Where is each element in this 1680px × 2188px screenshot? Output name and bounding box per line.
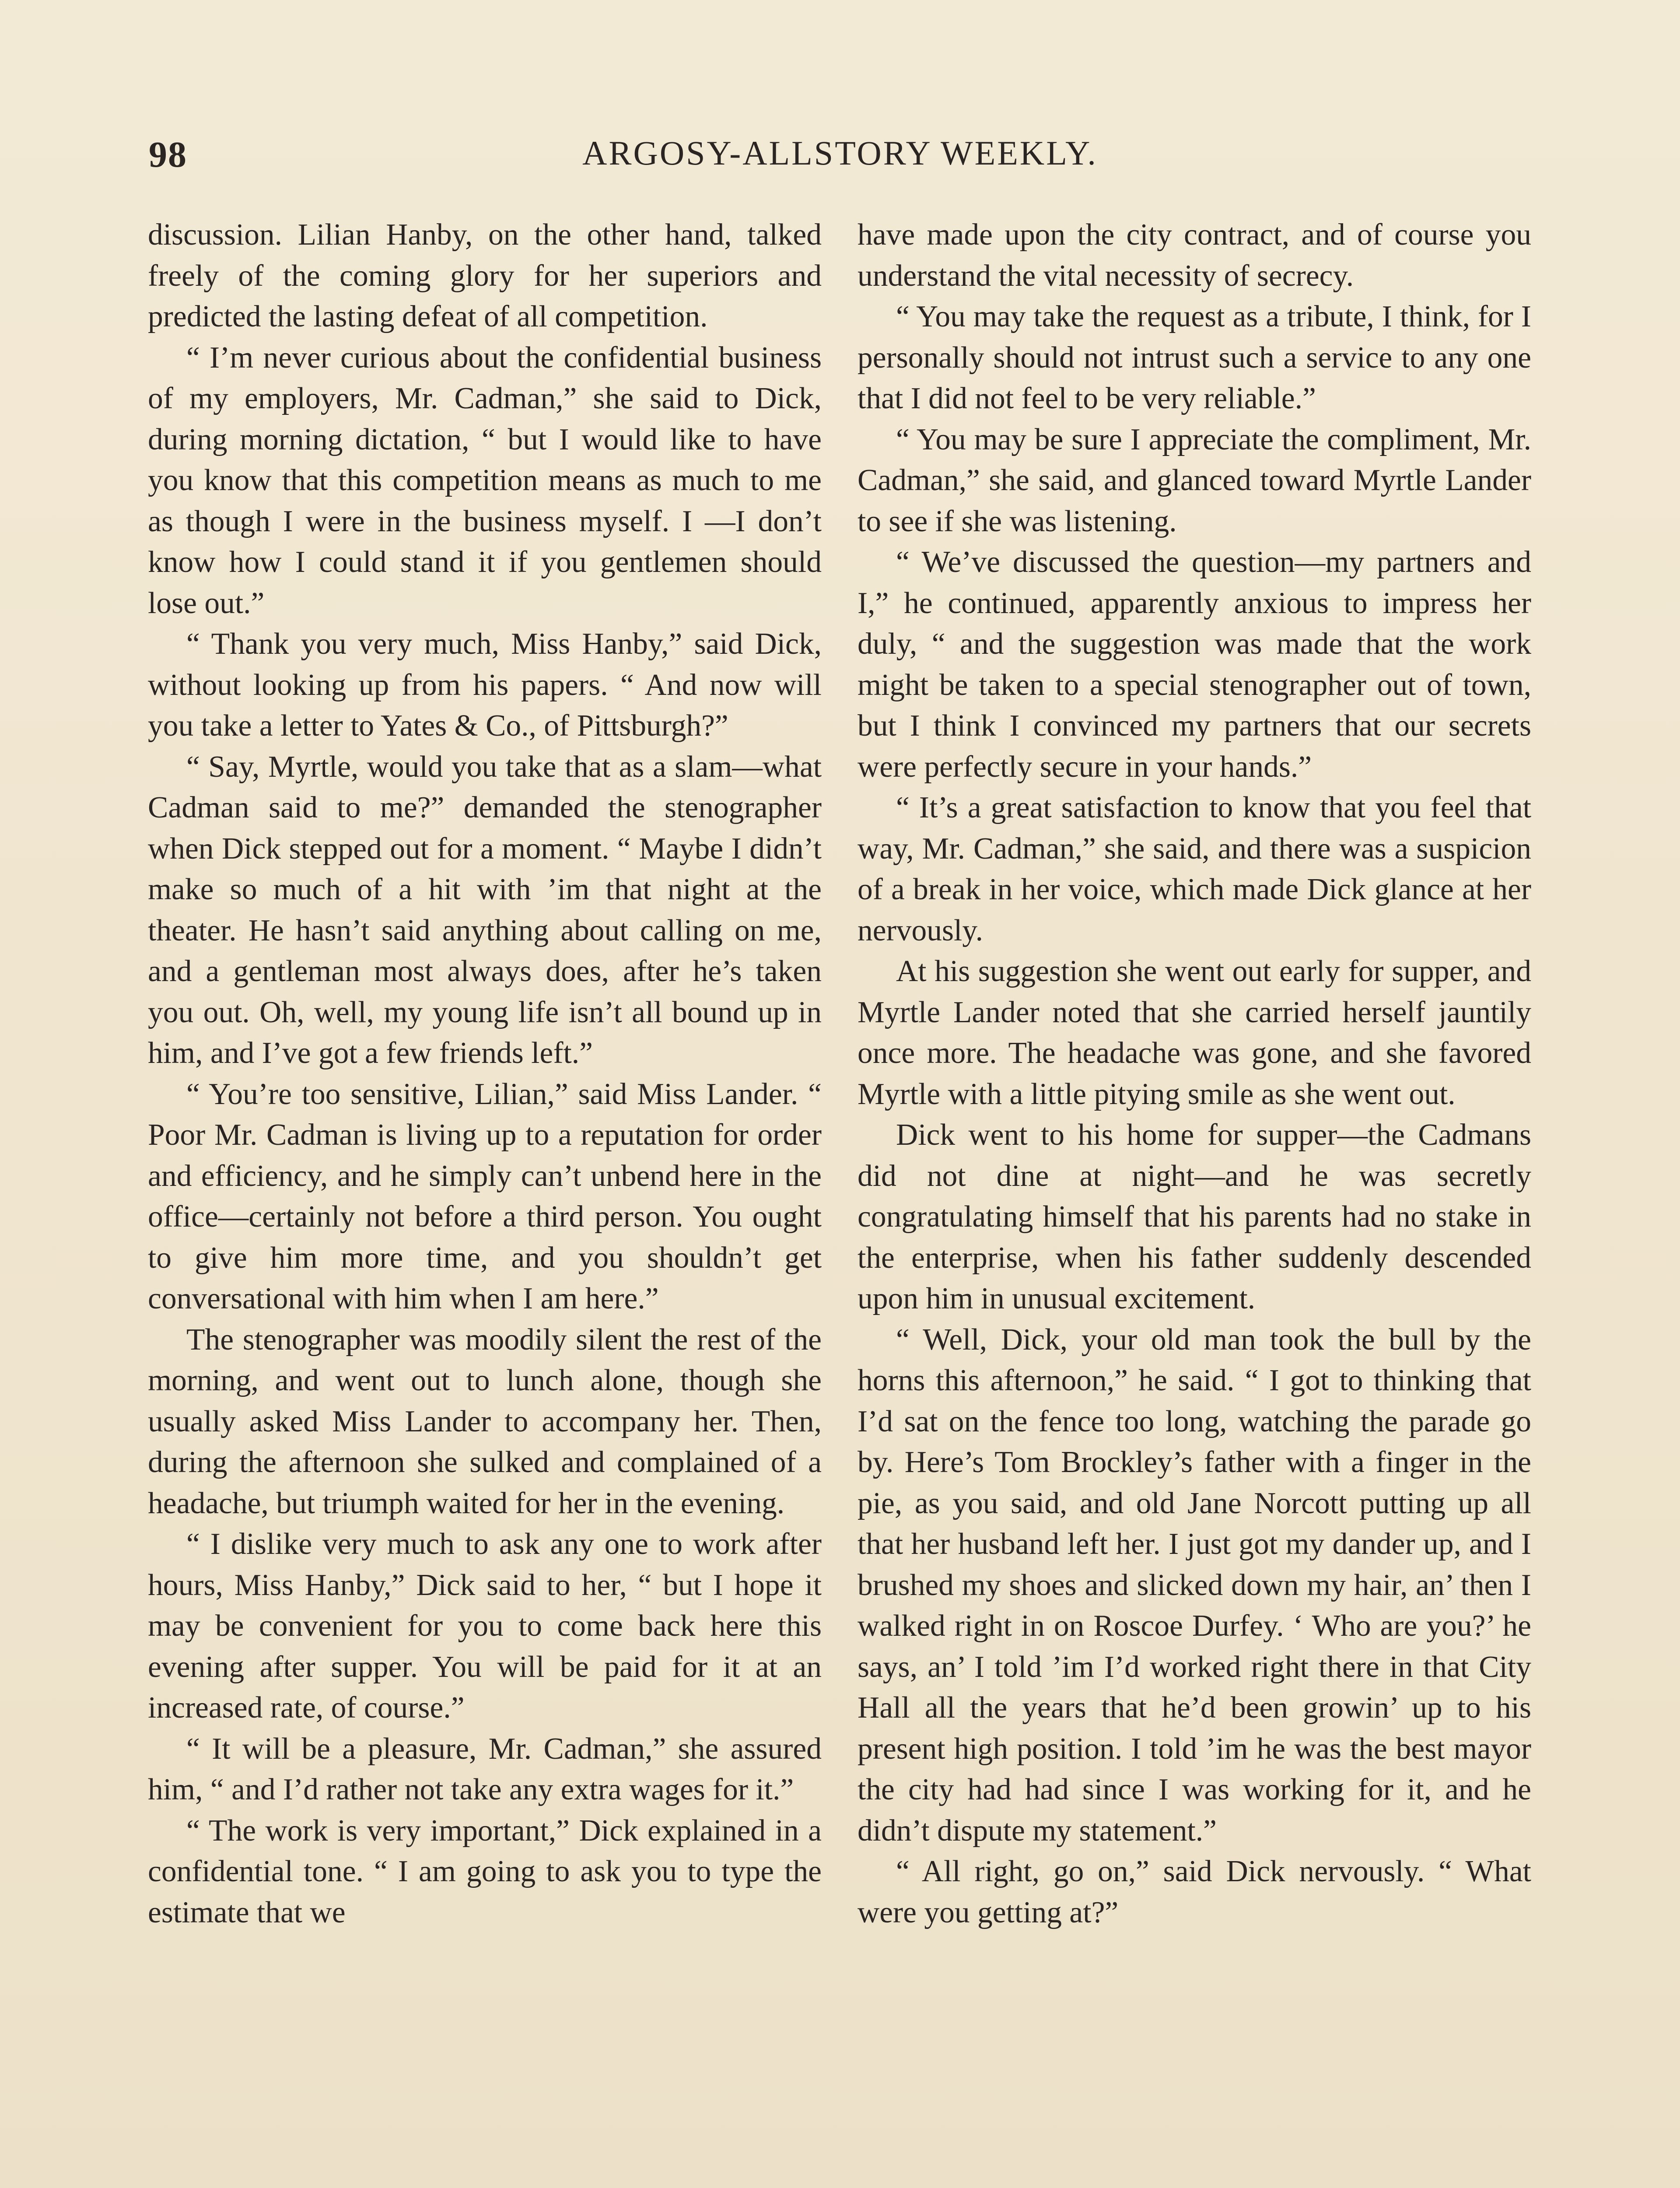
paragraph: The stenographer was moodily silent the rest of the morning, and went out to lunch alone, though she usually asked Miss Lander to accompany her. Then, during the afternoon she sulked and complained of a headache, but triumph waited for her in the evening. [148, 1322, 822, 1520]
paragraph: “ All right, go on,” said Dick nervously. “ What were you getting at?” [858, 1855, 1531, 1929]
page-header [149, 133, 1531, 182]
paragraph: discussion. Lilian Hanby, on the other hand, talked freely of the coming glory for her superiors and predicted the lasting defeat of all competition. [148, 218, 822, 333]
paragraph: “ Well, Dick, your old man took the bull by the horns this afternoon,” he said. “ I got to thinking that I’d sat on the fence too long, watching the parade go by. Here’s Tom Brockley’s father with a finger in the pie, as you said, and old Jane Norcott putting up all that her husband left her. I just got my dander up, and I brushed my shoes and slicked down my hair, an’ then I walked right in on Roscoe Durfey. ‘ Who are you?’ he says, an’ I told ’im I’d worked right there in that City Hall all the years that he’d been growin’ up to his present high position. I told ’im he was the best mayor the city had had since I was working for it, and he didn’t dispute my statement.” [858, 1322, 1531, 1848]
paragraph: “ You’re too sensitive, Lilian,” said Miss Lander. “ Poor Mr. Cadman is living up to a reputation for order and efficiency, and he simply can’t unbend here in the office—certainly not before a third person. You ought to give him more time, and you shouldn’t get conversational with him when I am here.” [148, 1077, 822, 1315]
paragraph: “ We’ve discussed the question—my partners and I,” he continued, apparently anxious to impress her duly, “ and the suggestion was made that the work might be taken to a special stenographer out of town, but I think I convinced my partners that our secrets were perfectly secure in your hands.” [858, 545, 1531, 784]
paragraph: “ The work is very important,” Dick explained in a confidential tone. “ I am going to ask you to type the estimate that we [148, 1813, 822, 1929]
paragraph: “ You may be sure I appreciate the compliment, Mr. Cadman,” she said, and glanced toward Myrtle Lander to see if she was listening. [858, 422, 1531, 538]
paragraph: “ I’m never curious about the confidential business of my employers, Mr. Cadman,” she said to Dick, during morning dictation, “ but I would like to have you know that this competition means as much to me as though I were in the business myself. I —I don’t know how I could stand it if you gentlemen should lose out.” [148, 340, 822, 620]
left-column [148, 214, 822, 1933]
paragraph: “ You may take the request as a tribute, I think, for I personally should not intrust such a service to any one that I did not feel to be very reliable.” [858, 300, 1531, 415]
page-number: 98 [149, 134, 187, 175]
paragraph: “ It’s a great satisfaction to know that you feel that way, Mr. Cadman,” she said, and there was a suspicion of a break in her voice, which made Dick glance at her nervously. [858, 791, 1531, 947]
right-column [858, 214, 1531, 1933]
paragraph: “ It will be a pleasure, Mr. Cadman,” she assured him, “ and I’d rather not take any extra wages for it.” [148, 1732, 822, 1806]
running-title: ARGOSY-ALLSTORY WEEKLY. [582, 134, 1098, 172]
paragraph: “ I dislike very much to ask any one to work after hours, Miss Hanby,” Dick said to her, “ but I hope it may be convenient for you to come back here this evening after supper. You will be paid for it at an increased rate, of course.” [148, 1527, 822, 1725]
paragraph: have made upon the city contract, and of course you understand the vital necessity of secrecy. [858, 218, 1531, 293]
paragraph: Dick went to his home for supper—the Cadmans did not dine at night—and he was secretly congratulating himself that his parents had no stake in the enterprise, when his father suddenly descended upon him in unusual excitement. [858, 1118, 1531, 1315]
paragraph: At his suggestion she went out early for supper, and Myrtle Lander noted that she carried herself jauntily once more. The headache was gone, and she favored Myrtle with a little pitying smile as she went out. [858, 954, 1531, 1111]
paragraph: “ Say, Myrtle, would you take that as a slam—what Cadman said to me?” demanded the stenographer when Dick stepped out for a moment. “ Maybe I didn’t make so much of a hit with ’im that night at the theater. He hasn’t said anything about calling on me, and a gentleman most always does, after he’s taken you out. Oh, well, my young life isn’t all bound up in him, and I’ve got a few friends left.” [148, 750, 822, 1070]
paragraph: “ Thank you very much, Miss Hanby,” said Dick, without looking up from his papers. “ And now will you take a letter to Yates & Co., of Pittsburgh?” [148, 627, 822, 743]
